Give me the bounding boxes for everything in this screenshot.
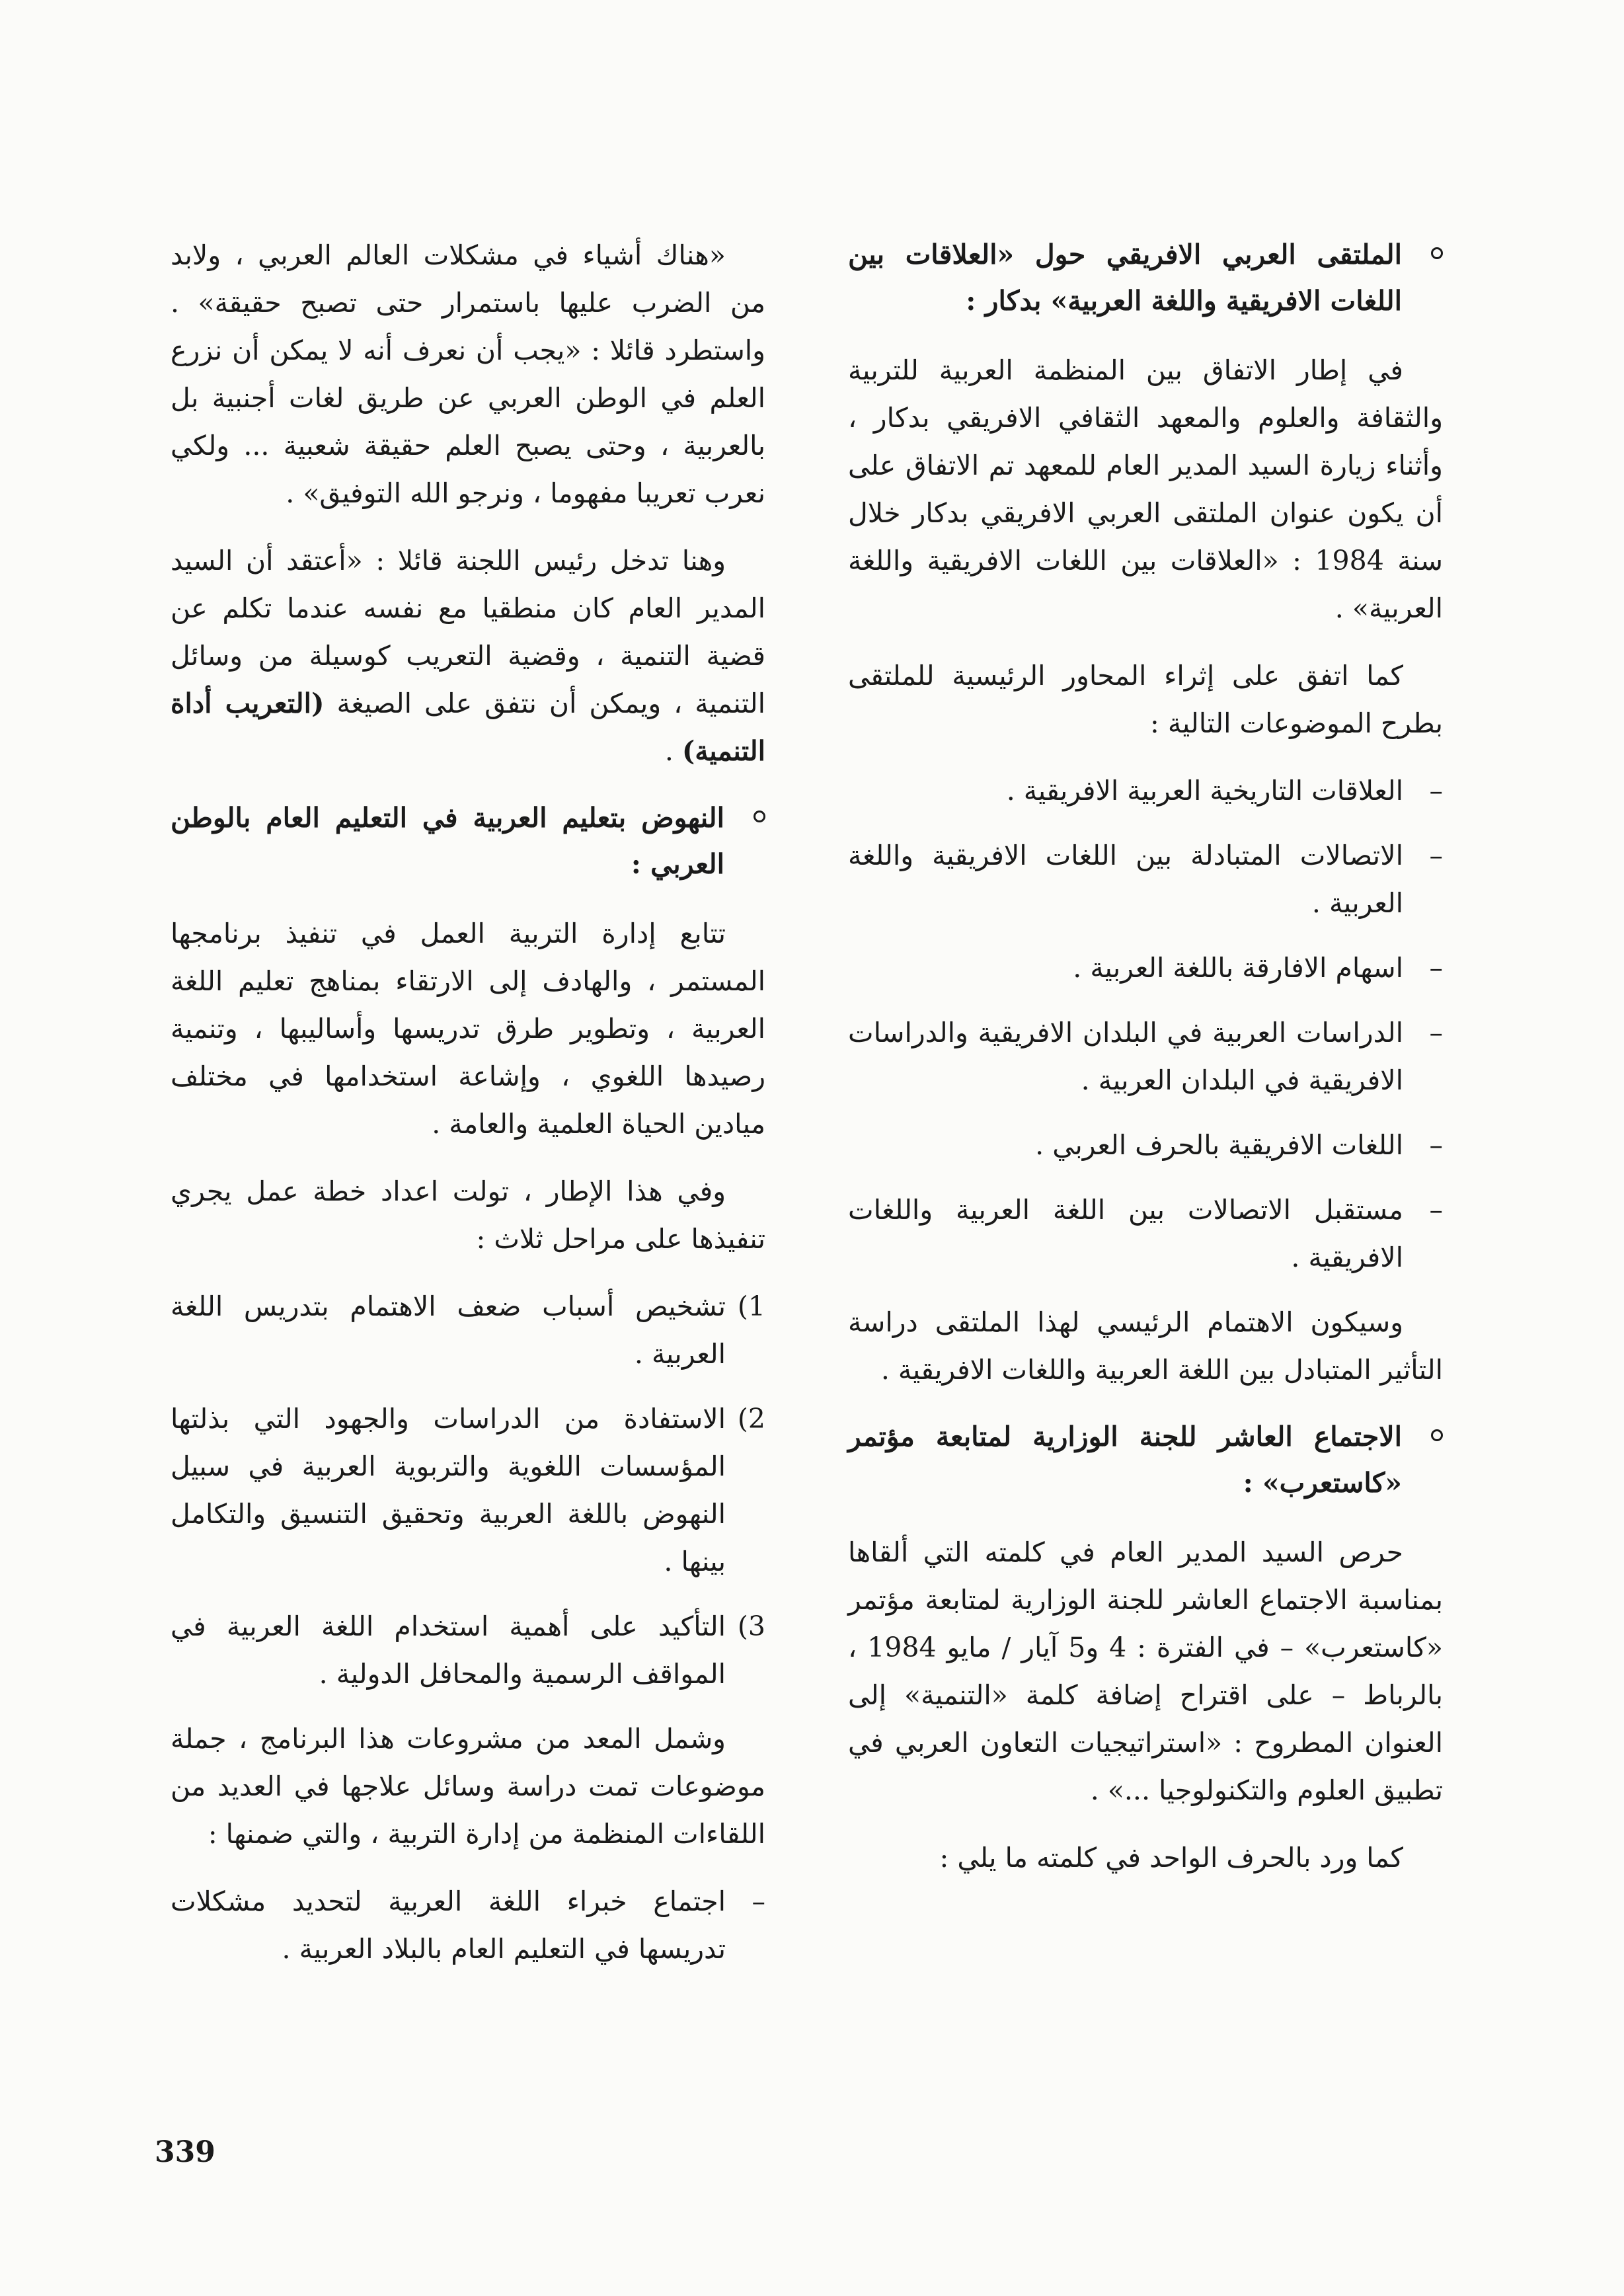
list-item: 1) تشخيص أسباب ضعف الاهتمام بتدريس اللغة العربية .: [171, 1290, 765, 1370]
list-item: – اسهام الافارقة باللغة العربية .: [848, 944, 1443, 992]
paragraph: حرص السيد المدير العام في كلمته التي ألقاها بمناسبة الاجتماع العاشر للجنة الوزارية لمتابعة مؤتمر «كاستعرب» – في الفترة : 4 و5 آيار / مايو 1984 ، بالرباط – على اقتراح إضافة كلمة «التنمية» إلى العنوان المطروح : «استراتيجيات التعاون العربي في تطبيق العلوم والتكنولوجيا ...» .: [848, 1536, 1444, 1806]
meetings-list: [171, 1878, 765, 1973]
circle-bullet-icon: [1431, 1429, 1443, 1441]
quote-paragraph: «هناك أشياء في مشكلات العالم العربي ، ولابد من الضرب عليها باستمرار حتى تصبح حقيقة» . واستطرد قائلا : «يجب أن نعرف أنه لا يمكن أن نزرع العلم في الوطن العربي عن طريق لغات أجنبية بل بالعربية ، وحتى يصبح العلم حقيقة شعبية ... ولكي نعرب تعريبا مفهوما ، ونرجو الله التوفيق» .: [171, 239, 765, 509]
section-heading-dakar-meeting: [848, 231, 1443, 324]
dash-bullet-icon: –: [1429, 840, 1443, 871]
list-item: – العلاقات التاريخية العربية الافريقية .: [848, 767, 1443, 814]
paragraph: في إطار الاتفاق بين المنظمة العربية للتربية والثقافة والعلوم والمعهد الثقافي الافريقي بدكار ، وأثناء زيارة السيد المدير العام للمعهد تم الاتفاق على أن يكون عنوان الملتقى العربي الافريقي بدكار خلال سنة 1984 : «العلاقات بين اللغات الافريقية واللغة العربية» .: [848, 354, 1443, 624]
heading-text: النهوض بتعليم العربية في التعليم العام بالوطن العربي :: [171, 802, 724, 880]
paragraph: كما ورد بالحرف الواحد في كلمته ما يلي :: [939, 1842, 1403, 1874]
list-item: – اللغات الافريقية بالحرف العربي .: [848, 1121, 1443, 1169]
paragraph: وهنا تدخل رئيس اللجنة قائلا : «أعتقد أن السيد المدير العام كان منطقيا مع نفسه عندما تكلم عن قضية التنمية ، وقضية التعريب كوسيلة من وسائل التنمية ، ويمكن أن نتفق على الصيغة (التعريب أداة التنمية) .: [171, 545, 765, 767]
dash-bullet-icon: –: [1429, 775, 1443, 807]
paragraph: تتابع إدارة التربية العمل في تنفيذ برنامجها المستمر ، والهادف إلى الارتقاء بمناهج تعليم اللغة العربية ، وتطوير طرق تدريسها وأساليبها ، وتنمية رصيدها اللغوي ، وإشاعة استخدامها في مختلف ميادين الحياة العلمية والعامة .: [171, 918, 765, 1140]
list-item: – مستقبل الاتصالات بين اللغة العربية واللغات الافريقية .: [848, 1186, 1443, 1281]
topics-list: [848, 767, 1443, 1281]
page-number: 339: [155, 2135, 215, 2169]
circle-bullet-icon: [1431, 247, 1443, 259]
heading-text: الملتقى العربي الافريقي حول «العلاقات بين اللغات الافريقية واللغة العربية» بدكار :: [848, 239, 1402, 317]
section-heading-arabic-teaching: [171, 795, 765, 887]
list-item: 3) التأكيد على أهمية استخدام اللغة العربية في المواقف الرسمية والمحافل الدولية .: [171, 1610, 765, 1690]
dash-bullet-icon: –: [1429, 1129, 1443, 1161]
paragraph: وفي هذا الإطار ، تولت اعداد خطة عمل يجري تنفيذها على مراحل ثلاث :: [171, 1175, 765, 1255]
dash-bullet-icon: –: [1429, 952, 1443, 984]
heading-text: الاجتماع العاشر للجنة الوزارية لمتابعة مؤتمر «كاستعرب» :: [848, 1421, 1402, 1499]
paragraph: وسيكون الاهتمام الرئيسي لهذا الملتقى دراسة التأثير المتبادل بين اللغة العربية واللغات الافريقية .: [848, 1306, 1443, 1386]
bold-phrase: (التعريب أداة التنمية): [171, 688, 765, 767]
paragraph: وشمل المعد من مشروعات هذا البرنامج ، جملة موضوعات تمت دراسة وسائل علاجها في العديد من اللقاءات المنظمة من إدارة التربية ، والتي ضمنها :: [171, 1723, 765, 1850]
list-item: – الاتصالات المتبادلة بين اللغات الافريقية واللغة العربية .: [848, 832, 1443, 927]
numbered-list: [171, 1283, 765, 1698]
dash-bullet-icon: –: [752, 1885, 765, 1917]
list-item: 2) الاستفادة من الدراسات والجهود التي بذلتها المؤسسات اللغوية والتربوية العربية في سبيل النهوض باللغة العربية وتحقيق التنسيق والتكامل بينها .: [171, 1403, 765, 1577]
dash-bullet-icon: –: [1429, 1194, 1443, 1226]
paragraph: كما اتفق على إثراء المحاور الرئيسية للملتقى بطرح الموضوعات التالية :: [848, 660, 1443, 739]
list-item: – اجتماع خبراء اللغة العربية لتحديد مشكلات تدريسها في التعليم العام بالبلاد العربية .: [171, 1878, 765, 1973]
dash-bullet-icon: –: [1429, 1017, 1443, 1049]
left-column: [171, 231, 765, 1990]
right-column: [848, 231, 1443, 1901]
section-heading-ministerial-committee: [848, 1413, 1443, 1506]
list-item: – الدراسات العربية في البلدان الافريقية والدراسات الافريقية في البلدان العربية .: [848, 1009, 1443, 1104]
circle-bullet-icon: [754, 811, 765, 822]
